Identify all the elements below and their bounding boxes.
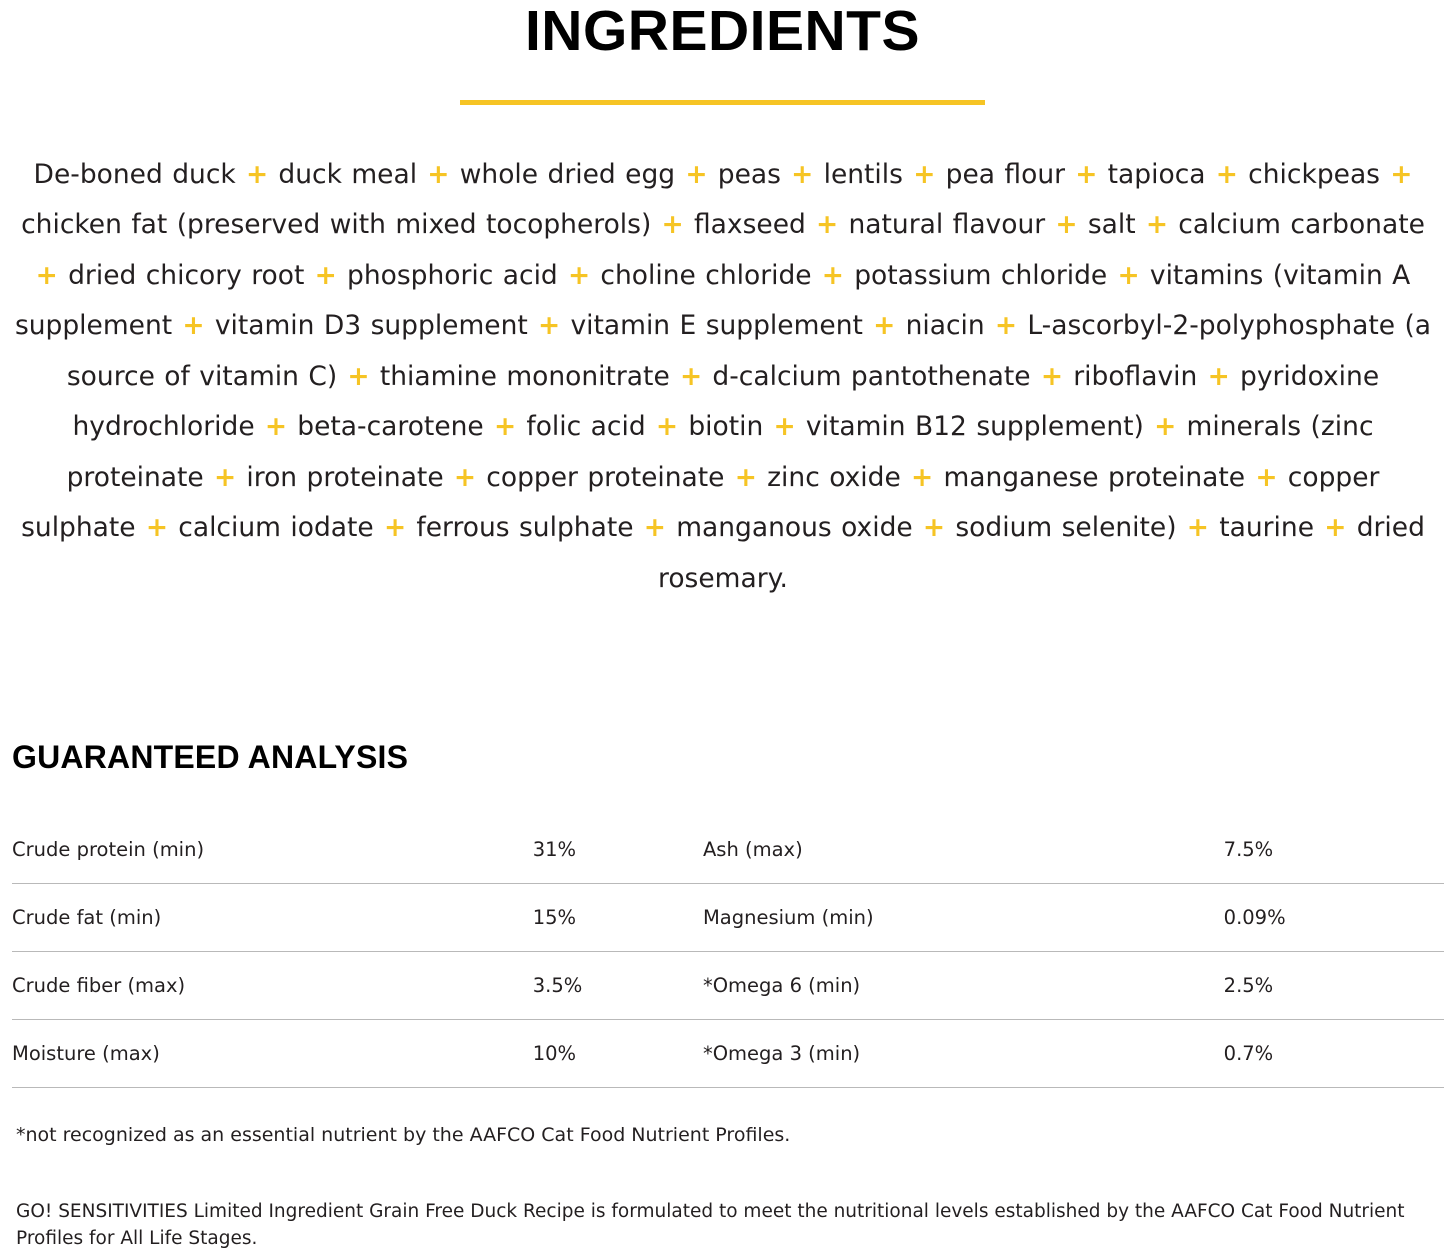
ingredient-item: pyridoxine hydrochloride <box>72 360 1380 443</box>
ingredient-separator: + <box>669 360 713 392</box>
ingredient-separator: + <box>805 209 849 241</box>
ingredient-separator: + <box>1205 158 1249 190</box>
guaranteed-analysis-section <box>8 739 1437 1252</box>
ingredient-item: dried chicory root <box>68 259 305 291</box>
ingredient-separator: + <box>483 411 527 443</box>
ingredient-item: chicken fat (preserved with mixed tocopherols) <box>21 209 652 241</box>
ingredient-separator: + <box>633 512 677 544</box>
nutrient-label: Ash (max) <box>703 816 1224 884</box>
ingredient-item: L-ascorbyl-2-polyphosphate (a source of vitamin C) <box>66 310 1432 392</box>
ingredient-item: manganese proteinate <box>943 461 1246 493</box>
ingredient-separator: + <box>780 158 824 190</box>
nutrient-label: Crude fiber (max) <box>12 952 533 1020</box>
ingredient-separator: + <box>527 310 571 342</box>
page-title: INGREDIENTS <box>524 0 921 63</box>
nutrient-value: 0.7% <box>1224 1020 1444 1088</box>
nutrient-value: 7.5% <box>1224 816 1444 884</box>
ingredients-header <box>8 0 1437 105</box>
nutrient-value: 15% <box>533 884 703 952</box>
aafco-disclaimer: GO! SENSITIVITIES Limited Ingredient Grain Free Duck Recipe is formulated to meet the nutritional levels established by the AAFCO Cat Food Nutrient Profiles for All Life Stages. <box>16 1201 1405 1250</box>
ingredient-item: vitamin E supplement <box>570 310 863 342</box>
ingredient-separator: + <box>984 310 1028 342</box>
ingredient-separator: + <box>417 158 460 190</box>
ingredient-separator: + <box>304 259 348 291</box>
ingredient-item: thiamine mononitrate <box>379 360 670 392</box>
ingredient-separator: + <box>557 259 601 291</box>
ingredient-item: chickpeas <box>1248 158 1380 190</box>
ingredient-separator: + <box>172 310 215 342</box>
nutrient-label: *Omega 3 (min) <box>703 1020 1224 1088</box>
ingredient-separator: + <box>1380 158 1413 190</box>
nutrient-label: *Omega 6 (min) <box>703 952 1224 1020</box>
ingredient-item: flaxseed <box>693 209 806 241</box>
nutrient-label: Moisture (max) <box>12 1020 533 1088</box>
ingredient-separator: + <box>1135 209 1179 241</box>
ingredient-item: vitamin D3 supplement <box>214 310 528 342</box>
ingredient-item: folic acid <box>526 411 646 443</box>
ingredient-item: riboflavin <box>1073 360 1198 392</box>
ingredient-item: potassium chloride <box>854 259 1108 291</box>
ingredient-item: choline chloride <box>600 259 812 291</box>
table-row <box>12 1020 1444 1088</box>
ingredient-separator: + <box>862 310 906 342</box>
ingredient-separator: + <box>902 158 946 190</box>
ingredients-list <box>8 150 1438 605</box>
table-row <box>12 816 1444 884</box>
ingredient-separator: + <box>1143 411 1187 443</box>
guaranteed-analysis-table-body <box>12 816 1444 1088</box>
ingredient-separator: + <box>811 259 855 291</box>
ingredient-separator: + <box>135 512 179 544</box>
ingredient-separator: + <box>337 360 380 392</box>
ingredient-item: manganous oxide <box>676 512 913 544</box>
nutrient-label: Magnesium (min) <box>703 884 1224 952</box>
ingredient-item: beta-carotene <box>297 411 484 443</box>
ingredient-separator: + <box>1245 461 1288 493</box>
ingredient-separator: + <box>254 411 298 443</box>
ingredient-item: salt <box>1087 209 1136 241</box>
ingredient-item: iron proteinate <box>246 461 444 493</box>
ingredient-separator: + <box>651 209 694 241</box>
ingredient-item: dried rosemary. <box>658 512 1425 594</box>
title-underline-rule <box>460 100 985 105</box>
ingredient-separator: + <box>724 461 768 493</box>
nutrient-value: 3.5% <box>533 952 703 1020</box>
table-row <box>12 884 1444 952</box>
ingredient-separator: + <box>203 461 247 493</box>
ingredient-item: copper proteinate <box>486 461 725 493</box>
ingredient-item: minerals (zinc proteinate <box>66 411 1374 493</box>
nutrient-value: 31% <box>533 816 703 884</box>
ingredient-separator: + <box>35 259 69 291</box>
ingredient-separator: + <box>645 411 689 443</box>
ingredient-separator: + <box>1045 209 1088 241</box>
ingredient-separator: + <box>912 512 956 544</box>
guaranteed-analysis-table <box>12 816 1444 1088</box>
ingredient-separator: + <box>443 461 487 493</box>
ingredient-separator: + <box>763 411 806 443</box>
ingredient-item: De-boned duck <box>33 158 236 190</box>
ingredient-item: calcium iodate <box>178 512 374 544</box>
nutrient-value: 0.09% <box>1224 884 1444 952</box>
ingredient-item: taurine <box>1219 512 1315 544</box>
ingredient-separator: + <box>235 158 279 190</box>
ingredient-item: phosphoric acid <box>347 259 558 291</box>
ingredient-separator: + <box>1065 158 1108 190</box>
ingredient-item: lentils <box>823 158 903 190</box>
ingredient-separator: + <box>1176 512 1220 544</box>
guaranteed-analysis-title: GUARANTEED ANALYSIS <box>12 739 409 776</box>
ingredient-item: ferrous sulphate <box>416 512 634 544</box>
nutrient-value: 2.5% <box>1224 952 1444 1020</box>
nutrient-value: 10% <box>533 1020 703 1088</box>
ingredient-item: vitamin B12 supplement) <box>805 411 1144 443</box>
ingredient-separator: + <box>373 512 417 544</box>
ingredient-separator: + <box>1030 360 1074 392</box>
ingredient-item: calcium carbonate <box>1178 209 1425 241</box>
ingredient-item: niacin <box>905 310 985 342</box>
ingredient-separator: + <box>1197 360 1240 392</box>
ingredient-separator: + <box>900 461 944 493</box>
ingredient-item: pea flour <box>945 158 1066 190</box>
footnote: *not recognized as an essential nutrient by the AAFCO Cat Food Nutrient Profiles. <box>16 1124 791 1147</box>
ingredient-item: vitamins (vitamin A supplement <box>14 259 1411 342</box>
nutrient-label: Crude fat (min) <box>12 884 533 952</box>
ingredient-item: natural flavour <box>848 209 1046 241</box>
ingredient-item: biotin <box>688 411 764 443</box>
ingredient-item: sodium selenite) <box>955 512 1177 544</box>
ingredient-item: duck meal <box>278 158 418 190</box>
ingredient-separator: + <box>1314 512 1357 544</box>
nutrient-label: Crude protein (min) <box>12 816 533 884</box>
ingredient-item: peas <box>717 158 781 190</box>
ingredient-item: whole dried egg <box>459 158 676 190</box>
ingredient-item: zinc oxide <box>767 461 901 493</box>
table-row <box>12 952 1444 1020</box>
ingredient-item: tapioca <box>1107 158 1206 190</box>
ingredient-separator: + <box>675 158 718 190</box>
ingredient-item: d-calcium pantothenate <box>712 360 1031 392</box>
ingredient-separator: + <box>1107 259 1150 291</box>
ingredient-item: copper sulphate <box>21 461 1380 544</box>
